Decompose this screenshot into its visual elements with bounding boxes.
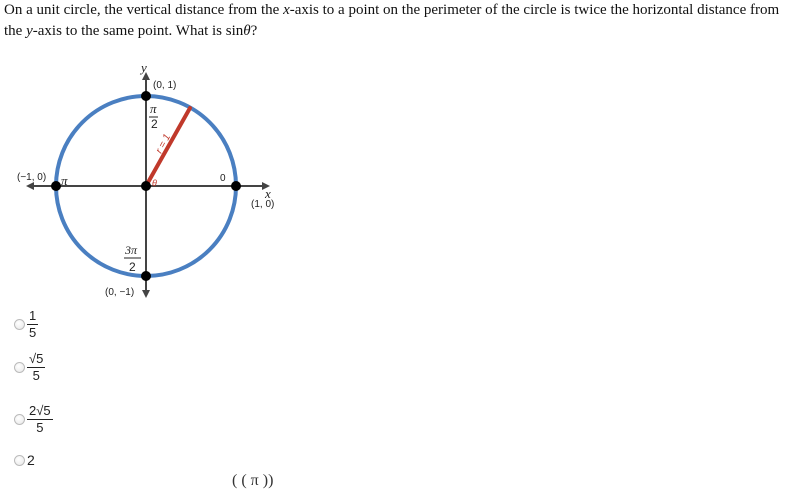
right-point-label: (1, 0) (251, 199, 275, 210)
left-point-label: (−1, 0) (17, 172, 47, 183)
bottom-point-label: (0, −1) (105, 287, 135, 298)
angle-pi-label: π (61, 173, 68, 188)
angle-3pi2-numerator: 3π (125, 243, 138, 257)
angle-half-pi-numerator: π (150, 101, 157, 116)
question-part-1: On a unit circle, the vertical distance from the (4, 2, 284, 18)
point-right (231, 181, 241, 191)
radio-button[interactable] (14, 414, 25, 425)
question-part-3: -axis to the same point. What is sin (32, 23, 244, 39)
fraction-numerator: 1 (29, 308, 37, 323)
fraction-numerator: 2√5 (29, 403, 51, 418)
top-point-label: (0, 1) (153, 80, 177, 91)
fraction (27, 309, 38, 340)
cutoff-expression: ( ( π )) (232, 472, 274, 489)
fraction-denominator: 5 (29, 325, 37, 340)
question-y-variable: y (26, 23, 33, 39)
question-x-variable: x (283, 2, 290, 18)
question-text (4, 0, 796, 42)
angle-zero-label: 0 (220, 173, 226, 184)
choice-1-5[interactable] (14, 309, 38, 340)
angle-3pi2-denominator: 2 (129, 260, 136, 274)
y-axis-label: y (141, 60, 147, 75)
point-top (141, 91, 151, 101)
fraction (27, 352, 45, 383)
x-axis-left-arrow (26, 182, 34, 190)
fraction-denominator: 5 (36, 420, 44, 435)
radio-button[interactable] (14, 455, 25, 466)
unit-circle-diagram (0, 56, 300, 306)
point-bottom (141, 271, 151, 281)
question-part-2: -axis to a point on the perimeter of the circle is twice the horizontal distance from the (4, 2, 780, 39)
radius-label: r = 1 (153, 132, 174, 156)
choice-2[interactable] (14, 452, 35, 468)
question-theta: θ (243, 23, 251, 39)
radio-button[interactable] (14, 319, 25, 330)
y-axis-bottom-arrow (142, 290, 150, 298)
point-left (51, 181, 61, 191)
fraction-denominator: 5 (32, 368, 40, 383)
angle-half-pi-denominator: 2 (151, 117, 158, 131)
question-part-4: ? (250, 23, 258, 39)
radio-button[interactable] (14, 362, 25, 373)
choice-2sqrt5-5[interactable] (14, 404, 53, 435)
fraction (27, 404, 53, 435)
fraction-numerator: √5 (29, 351, 44, 366)
theta-angle-label: θ (152, 178, 157, 188)
point-origin (141, 181, 151, 191)
choice-text: 2 (27, 452, 35, 468)
choice-sqrt5-5[interactable] (14, 352, 45, 383)
x-axis-label: x (265, 186, 271, 201)
